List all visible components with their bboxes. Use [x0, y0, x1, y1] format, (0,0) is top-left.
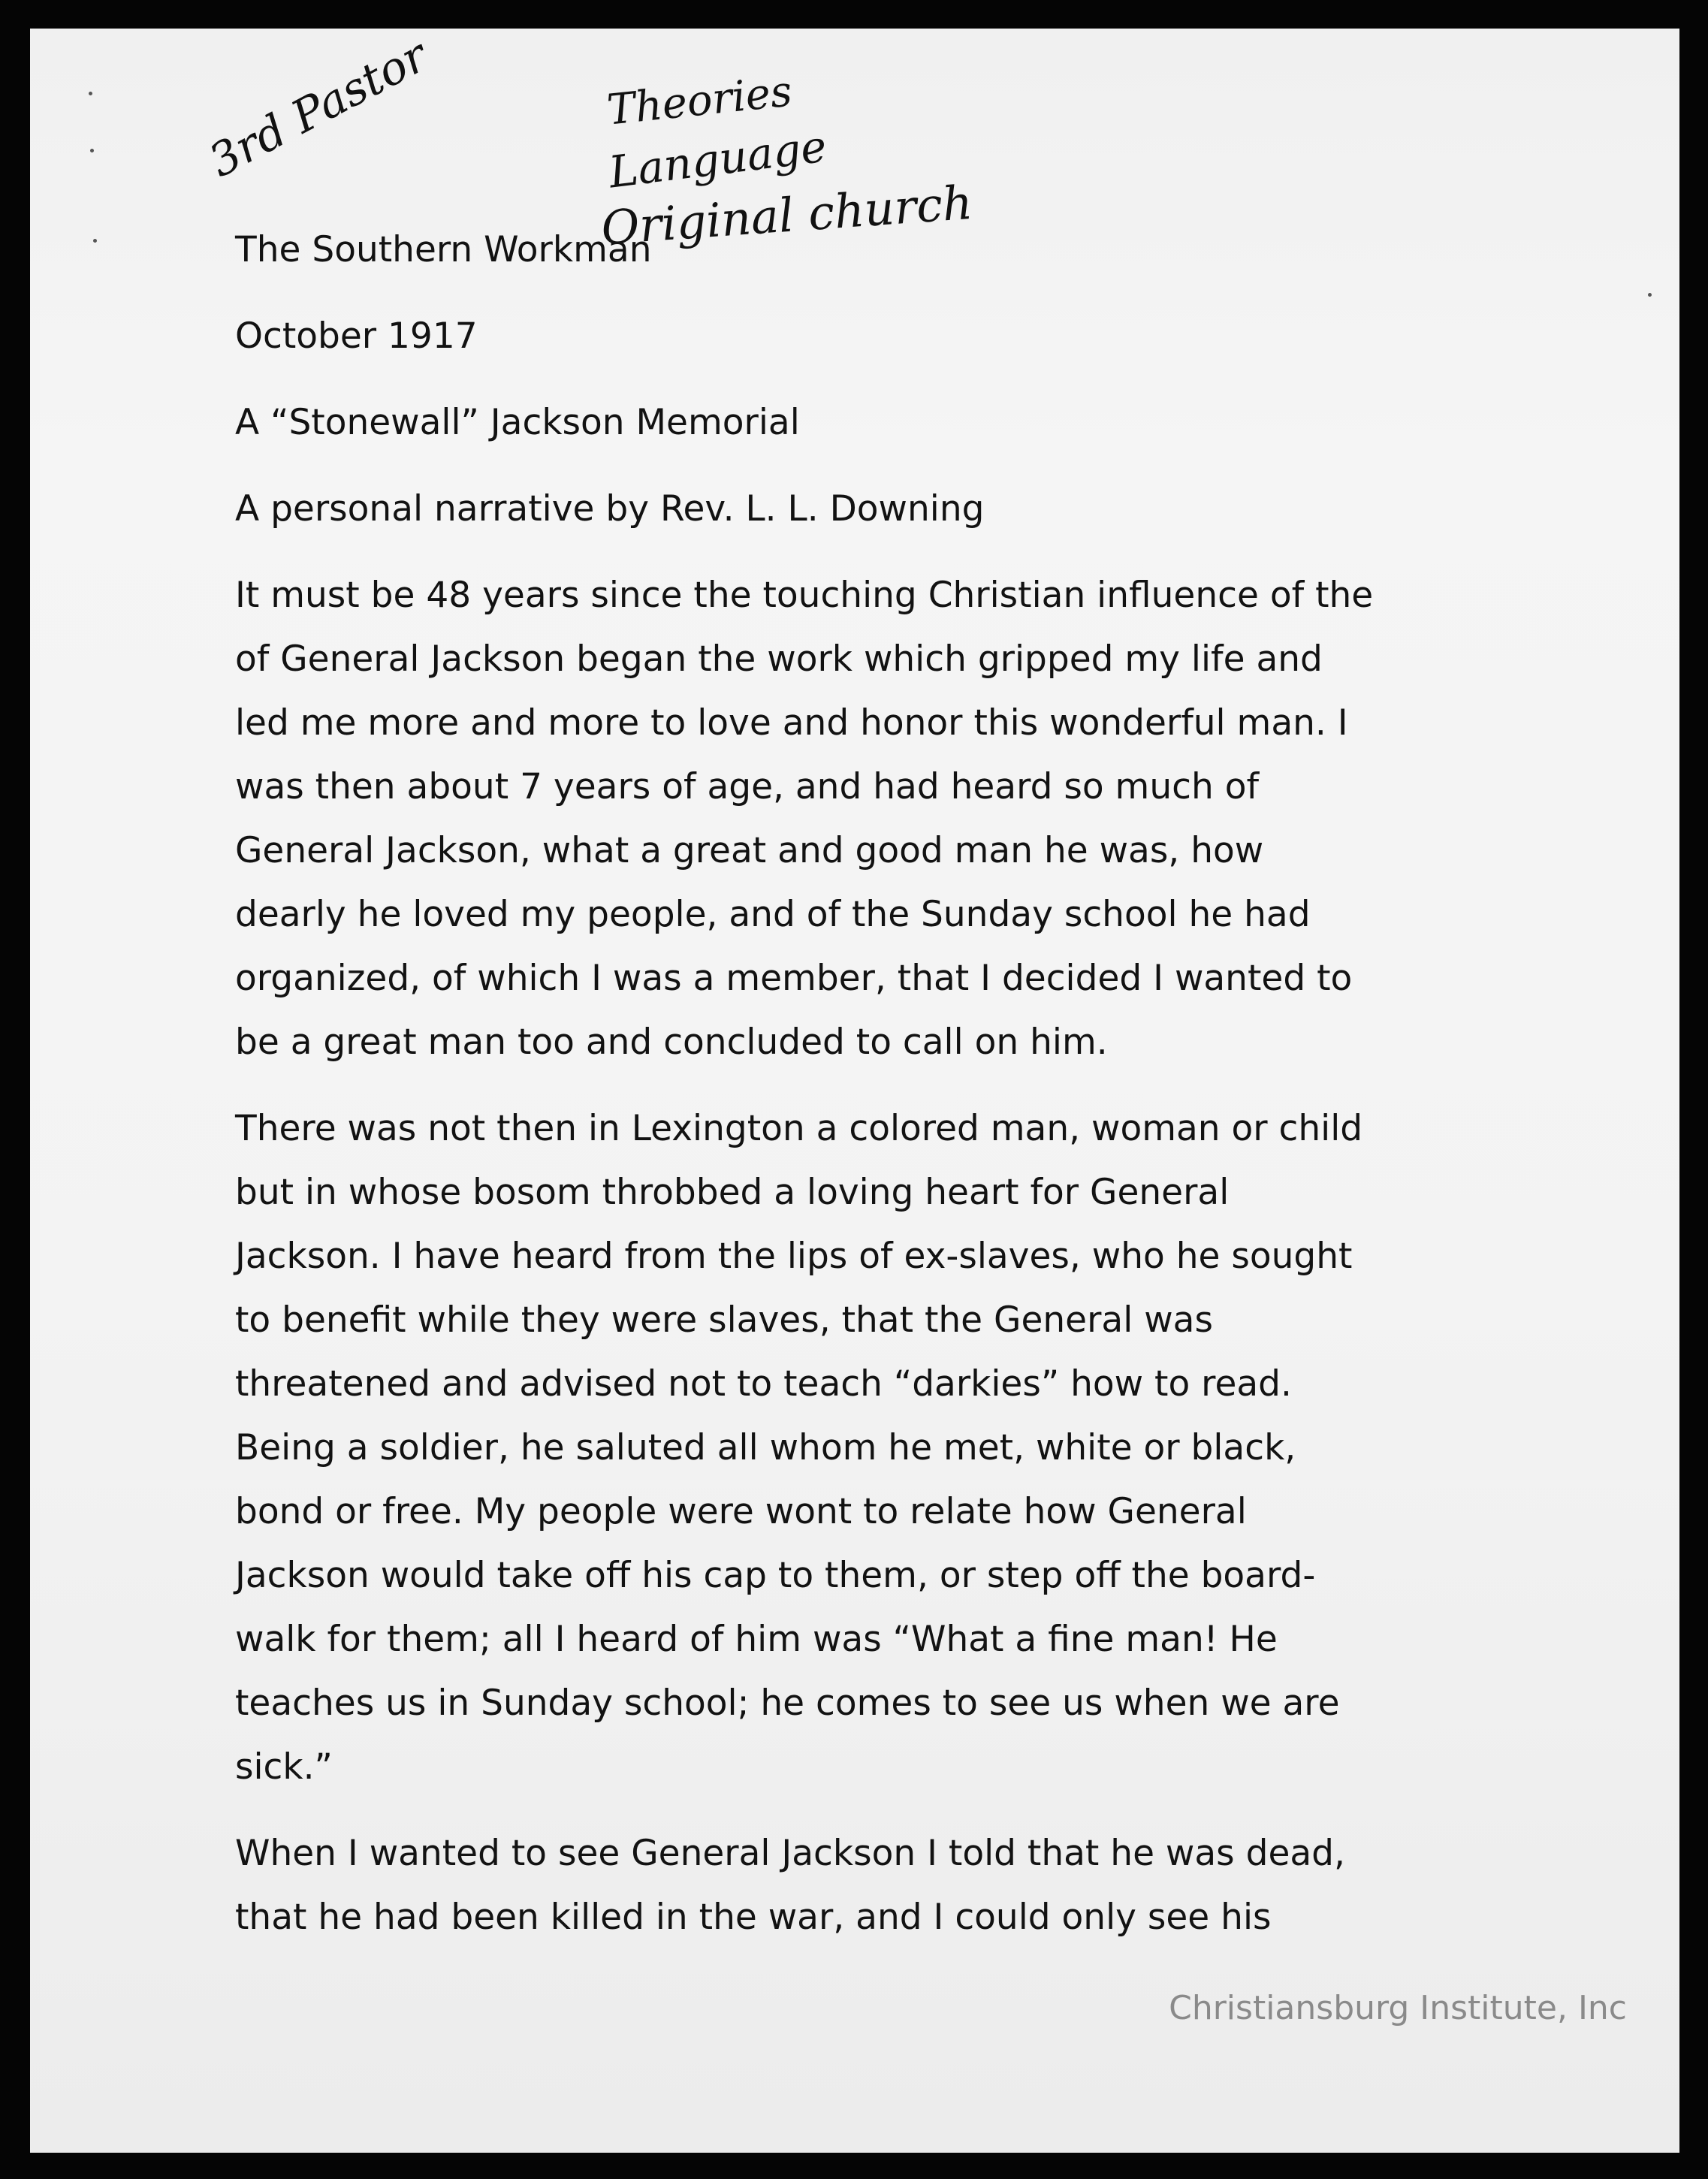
- paper-speck: [90, 149, 94, 152]
- paragraph-line: sick.”: [235, 1746, 333, 1788]
- handwritten-note-original-church: Original church: [599, 174, 975, 256]
- paragraph-line: of General Jackson began the work which gripped my life and: [235, 638, 1323, 680]
- paper-speck: [1648, 293, 1652, 297]
- article-title: A “Stonewall” Jackson Memorial: [235, 402, 800, 443]
- paragraph-line: Jackson would take off his cap to them, or step off the board-: [235, 1555, 1316, 1596]
- article-byline: A personal narrative by Rev. L. L. Downing: [235, 488, 985, 530]
- paragraph-line: teaches us in Sunday school; he comes to see us when we are: [235, 1683, 1340, 1724]
- watermark-text: Christiansburg Institute, Inc: [1169, 1989, 1627, 2027]
- paragraph-line: When I wanted to see General Jackson I told that he was dead,: [235, 1833, 1345, 1874]
- paragraph-3: [235, 1821, 1512, 1949]
- paragraph-line: Jackson. I have heard from the lips of ex-slaves, who he sought: [235, 1236, 1353, 1277]
- paragraph-line: that he had been killed in the war, and I could only see his: [235, 1897, 1272, 1938]
- handwritten-note-language: Language: [605, 120, 830, 198]
- paragraph-line: Being a soldier, he saluted all whom he met, white or black,: [235, 1427, 1296, 1468]
- paragraph-line: walk for them; all I heard of him was “What a fine man! He: [235, 1619, 1278, 1660]
- paragraph-line: be a great man too and concluded to call on him.: [235, 1022, 1108, 1063]
- paper-speck: [89, 92, 92, 95]
- paper-speck: [93, 239, 97, 243]
- paragraph-2: [235, 1097, 1512, 1799]
- paragraph-line: bond or free. My people were wont to relate how General: [235, 1491, 1247, 1532]
- paragraph-line: led me more and more to love and honor this wonderful man. I: [235, 702, 1348, 744]
- paragraph-line: but in whose bosom throbbed a loving heart for General: [235, 1172, 1230, 1213]
- paragraph-line: to benefit while they were slaves, that the General was: [235, 1299, 1213, 1341]
- paragraph-line: It must be 48 years since the touching Christian influence of the: [235, 575, 1374, 616]
- document-body: [235, 218, 1512, 1972]
- paragraph-line: was then about 7 years of age, and had heard so much of: [235, 766, 1259, 807]
- paragraph-line: organized, of which I was a member, that I decided I wanted to: [235, 958, 1353, 999]
- paragraph-1: [235, 563, 1512, 1074]
- paragraph-line: threatened and advised not to teach “darkies” how to read.: [235, 1363, 1292, 1405]
- publication-name: The Southern Workman: [235, 229, 652, 270]
- handwritten-note-theories: Theories: [605, 67, 795, 135]
- publication-date: October 1917: [235, 315, 478, 357]
- paragraph-line: dearly he loved my people, and of the Sunday school he had: [235, 894, 1311, 935]
- handwritten-note-pastor: 3rd Pastor: [201, 29, 436, 189]
- paragraph-line: General Jackson, what a great and good man he was, how: [235, 830, 1264, 871]
- paragraph-line: There was not then in Lexington a colored man, woman or child: [235, 1108, 1363, 1149]
